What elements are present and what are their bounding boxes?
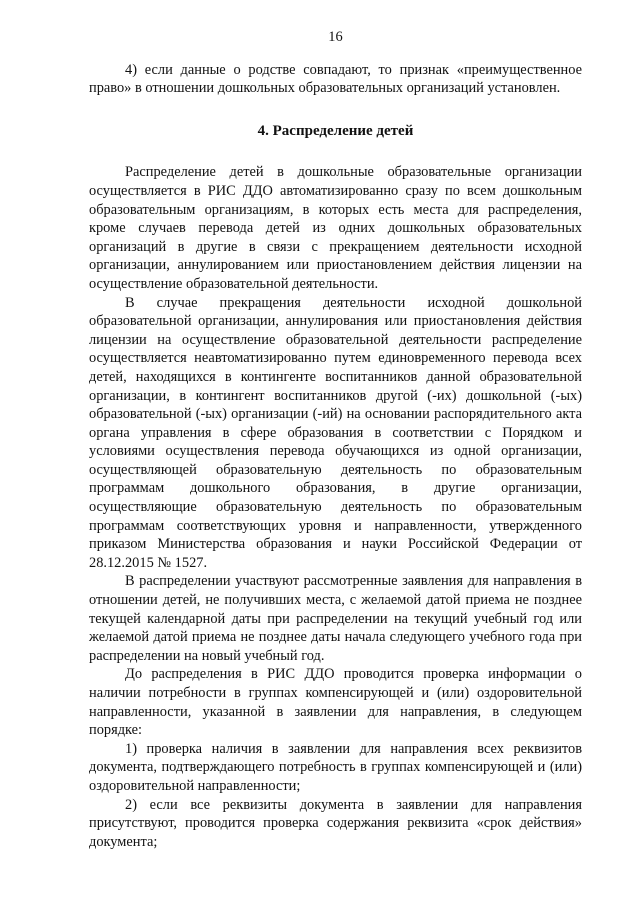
- paragraph-pre-distribution-check: До распределения в РИС ДДО проводится проверка информации о наличии потребности в группах компенсирующей и (или) оздоровительной направленности, указанной в заявлении для направления, в следующем порядке:: [89, 666, 582, 739]
- paragraph-check-step-2: 2) если все реквизиты документа в заявлении для направления присутствуют, проводится проверка содержания реквизита «срок действия» документа;: [89, 796, 582, 850]
- document-page: [89, 28, 582, 851]
- section-heading: 4. Распределение детей: [257, 122, 414, 139]
- paragraph-distribution-general: Распределение детей в дошкольные образовательные организации осуществляется в РИС ДДО автоматизированно сразу по всем дошкольным образовательным организациям, в которых есть места для распределения, кроме случаев перевода детей из одних дошкольных образовательных организаций в другие в связи с прекращением деятельности исходной организации, аннулированием или приостановлением действия лицензии на осуществление образовательной деятельности.: [89, 164, 582, 292]
- paragraph-check-step-1: 1) проверка наличия в заявлении для направления всех реквизитов документа, подтверждающего потребность в группах компенсирующей и (или) оздоровительной направленности;: [89, 740, 582, 794]
- paragraph-participating-applications: В распределении участвуют рассмотренные заявления для направления в отношении детей, не получивших места, с желаемой датой приема не позднее текущей календарной даты при распределении на текущий учебный год или желаемой датой приема не позднее даты начала следующего учебного года при распределении на новый учебный год.: [89, 573, 582, 664]
- paragraph-termination-case: В случае прекращения деятельности исходной дошкольной образовательной организации, аннулирования или приостановления действия лицензии на осуществление образовательной деятельности распределение осуществляется неавтоматизированно путем единовременного перевода всех детей, находящихся в контингенте воспитанников данной образовательной организации, в контингент воспитанников другой (-их) дошкольной (-ых) образовательной (-ых) организации (-ий) на основании распорядительного акта органа управления в сфере образования в соответствии с Порядком и условиями осуществления перевода обучающихся из одной организации, осуществляющей образовательную деятельность по образовательным программам дошкольного образования, в другие организации, осуществляющие образовательную деятельность по образовательным программам соответствующих уровня и направленности, утвержденного приказом Министерства образования и науки Российской Федерации от 28.12.2015 № 1527.: [89, 294, 582, 571]
- page-number: 16: [328, 29, 343, 45]
- paragraph-rule-4-kinship: 4) если данные о родстве совпадают, то признак «преимущественное право» в отношении дошкольных образовательных организаций установлен.: [89, 61, 582, 97]
